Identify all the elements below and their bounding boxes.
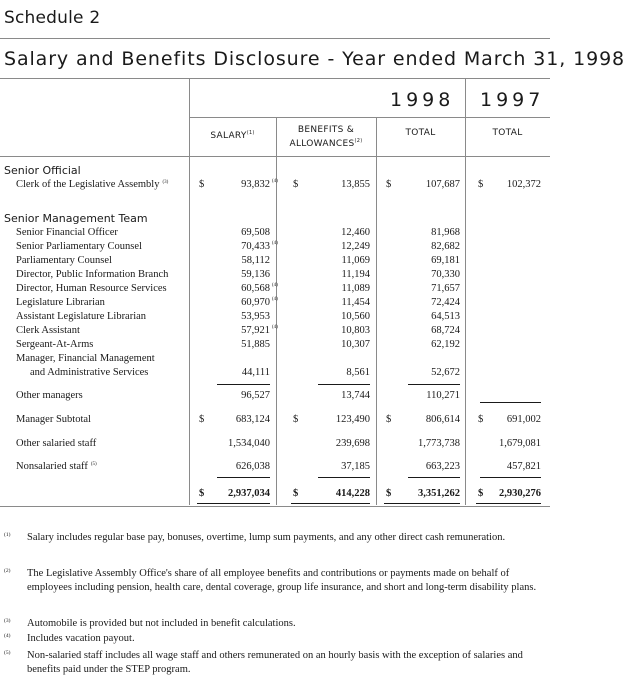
total98-underline — [408, 384, 460, 385]
salary-underline-2 — [217, 477, 270, 478]
footnote-text: The Legislative Assembly Office's share of all employee benefits and contributions or payments made on behalf of employees including pension, health care, dental coverage, group life insurance, and short and long-term disability plans. — [27, 568, 537, 594]
footnote-mark: (5) — [4, 650, 11, 656]
row-label: Legislature Librarian — [16, 297, 105, 308]
cell-total-1998: 110,271 — [426, 390, 460, 401]
row-label: Other managers — [16, 390, 83, 401]
cell-total-1998: 69,181 — [431, 255, 460, 266]
grand-benefits-dollar: $ — [293, 488, 299, 499]
row-label: Manager, Financial Management — [16, 353, 155, 364]
footnote-text: Salary includes regular base pay, bonuses, overtime, lump sum payments, and any other direct cash remuneration. — [27, 532, 506, 543]
grand-total-1998: 3,351,262 — [418, 488, 460, 499]
divider-bottom — [0, 506, 550, 507]
section-senior-official: Senior Official — [4, 164, 81, 177]
cell-total-1998: 1,773,738 — [418, 438, 460, 449]
cell-salary: 44,111 — [241, 367, 270, 378]
divider-header — [0, 156, 550, 157]
currency-symbol: $ — [199, 179, 205, 190]
cell-salary: 57,921 (4) — [241, 325, 278, 336]
cell-benefits: 13,744 — [341, 390, 370, 401]
cell-salary: 1,534,040 — [228, 438, 270, 449]
col-rule-1 — [189, 78, 190, 505]
footnote-mark: (2) — [4, 568, 11, 574]
cell-benefits: 11,454 — [341, 297, 370, 308]
currency-symbol: $ — [386, 414, 392, 425]
cell-benefits: 11,194 — [341, 269, 370, 280]
row-label: Other salaried staff — [16, 438, 97, 449]
cell-total-1998: 71,657 — [431, 283, 460, 294]
cell-total-1998: 68,724 — [431, 325, 460, 336]
cell-total-1997: 691,002 — [506, 414, 541, 425]
currency-symbol: $ — [293, 179, 299, 190]
grand-salary-dollar: $ — [199, 488, 205, 499]
year-1998: 1998 — [390, 89, 455, 111]
cell-salary: 60,970 (4) — [241, 297, 278, 308]
section-senior-management: Senior Management Team — [4, 212, 148, 225]
row-label: Parliamentary Counsel — [16, 255, 112, 266]
footnote-text: Automobile is provided but not included in benefit calculations. — [27, 618, 296, 629]
schedule-title: Schedule 2 — [4, 8, 101, 28]
cell-benefits: 11,089 — [341, 283, 370, 294]
footnote-mark: (4) — [4, 633, 11, 639]
cell-salary: 683,124 — [235, 414, 270, 425]
currency-symbol: $ — [478, 179, 484, 190]
cell-salary: 58,112 — [241, 255, 270, 266]
cell-salary: 59,136 — [241, 269, 270, 280]
col-rule-3 — [376, 117, 377, 505]
cell-total-1997: 102,372 — [506, 179, 541, 190]
cell-total-1998: 81,968 — [431, 227, 460, 238]
row-label: Clerk Assistant — [16, 325, 80, 336]
divider-title — [0, 78, 550, 79]
footnote-text: Non-salaried staff includes all wage staff and others remunerated on an hourly basis with the exception of salaries and benefits paid under the STEP program. — [27, 650, 523, 676]
cell-total-1998: 806,614 — [425, 414, 460, 425]
total97-underline-2 — [480, 477, 541, 478]
row-label: Manager Subtotal — [16, 414, 91, 425]
header-total-1998: TOTAL — [405, 128, 436, 138]
row-label: Assistant Legislature Librarian — [16, 311, 147, 322]
row-label-continued: and Administrative Services — [30, 367, 149, 378]
cell-total-1998: 663,223 — [425, 461, 460, 472]
cell-salary: 60,568 (4) — [241, 283, 278, 294]
cell-total-1998: 72,424 — [431, 297, 460, 308]
cell-total-1998: 52,672 — [431, 367, 460, 378]
cell-salary: 93,832 (4) — [241, 179, 278, 190]
year-1997: 1997 — [480, 89, 545, 111]
cell-salary: 70,433 (4) — [241, 241, 278, 252]
cell-total-1998: 82,682 — [431, 241, 460, 252]
benefits-underline — [318, 384, 370, 385]
cell-salary: 53,953 — [241, 311, 270, 322]
cell-benefits: 10,803 — [341, 325, 370, 336]
grand-total97-dollar: $ — [478, 488, 484, 499]
footnote-text: Includes vacation payout. — [27, 633, 135, 644]
cell-benefits: 123,490 — [335, 414, 370, 425]
row-label: Nonsalaried staff $^{(5)}$ — [16, 461, 97, 472]
header-total-1997: TOTAL — [492, 128, 523, 138]
header-salary: SALARY$^{(1)}$ — [210, 130, 255, 141]
currency-symbol: $ — [199, 414, 205, 425]
grand-total-1997: 2,930,276 — [499, 488, 541, 499]
grand-total-benefits: 414,228 — [335, 488, 370, 499]
cell-total-1997: 1,679,081 — [499, 438, 541, 449]
grand-total98-dollar: $ — [386, 488, 392, 499]
total97-underline — [480, 402, 541, 403]
grand-total-salary: 2,937,034 — [228, 488, 270, 499]
page-title: Salary and Benefits Disclosure - Year ended March 31, 1998 — [4, 48, 625, 70]
col-rule-4 — [465, 78, 466, 505]
cell-total-1998: 107,687 — [425, 179, 460, 190]
row-label: Director, Human Resource Services — [16, 283, 167, 294]
currency-symbol: $ — [386, 179, 392, 190]
row-label: Senior Parliamentary Counsel — [16, 241, 142, 252]
total98-underline-2 — [408, 477, 460, 478]
cell-total-1998: 70,330 — [431, 269, 460, 280]
divider-top — [0, 38, 550, 39]
footnote-mark: (1) — [4, 532, 11, 538]
salary-underline — [217, 384, 270, 385]
currency-symbol: $ — [293, 414, 299, 425]
cell-benefits: 10,307 — [341, 339, 370, 350]
cell-benefits: 10,560 — [341, 311, 370, 322]
row-label: Director, Public Information Branch — [16, 269, 169, 280]
cell-benefits: 13,855 — [341, 179, 370, 190]
footnote-mark: (3) — [4, 618, 11, 624]
cell-total-1997: 457,821 — [506, 461, 541, 472]
cell-benefits: 8,561 — [346, 367, 370, 378]
row-label: Senior Financial Officer — [16, 227, 118, 238]
header-benefits: BENEFITS & ALLOWANCES$^{(2)}$ — [289, 125, 363, 149]
cell-salary: 626,038 — [235, 461, 270, 472]
divider-years — [189, 117, 550, 118]
row-label: Clerk of the Legislative Assembly $^{(3)}$ — [16, 179, 169, 190]
row-label: Sergeant-At-Arms — [16, 339, 94, 350]
cell-salary: 69,508 — [241, 227, 270, 238]
currency-symbol: $ — [478, 414, 484, 425]
cell-benefits: 37,185 — [341, 461, 370, 472]
cell-total-1998: 64,513 — [431, 311, 460, 322]
cell-benefits: 12,249 — [341, 241, 370, 252]
benefits-underline-2 — [318, 477, 370, 478]
cell-benefits: 11,069 — [341, 255, 370, 266]
cell-salary: 96,527 — [241, 390, 270, 401]
col-rule-2 — [276, 117, 277, 505]
cell-salary: 51,885 — [241, 339, 270, 350]
cell-benefits: 239,698 — [335, 438, 370, 449]
cell-total-1998: 62,192 — [431, 339, 460, 350]
cell-benefits: 12,460 — [341, 227, 370, 238]
